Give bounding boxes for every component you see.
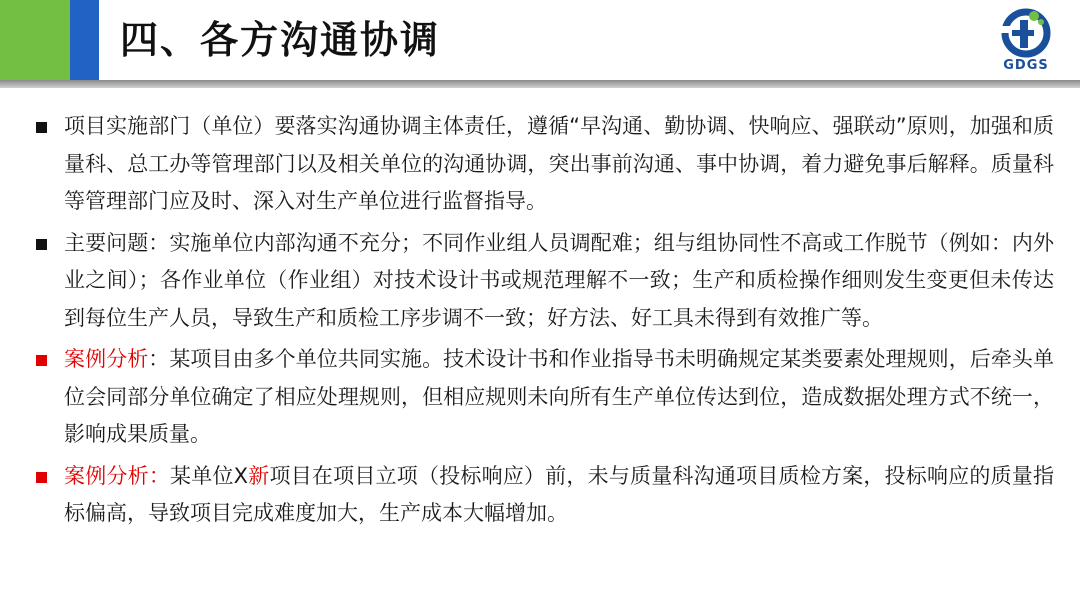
red-square-bullet-icon [36,355,47,366]
list-item [34,458,1054,533]
gdgs-logo [990,6,1062,76]
square-bullet-icon [36,122,47,133]
item-text-prefix: 某单位X [170,463,249,488]
red-square-bullet-icon [36,472,47,483]
item-text: 项目在项目立项（投标响应）前，未与质量科沟通项目质检方案，投标响应的质量指标偏高，导致项目完成难度加大，生产成本大幅增加。 [64,463,1055,525]
highlighted-char: 新 [248,463,270,488]
list-item [34,108,1054,221]
slide-title: 四、各方沟通协调 [120,18,441,62]
item-text: 项目实施部门（单位）要落实沟通协调主体责任，遵循“早沟通、勤协调、快响应、强联动”原则，加强和质量科、总工办等管理部门以及相关单位的沟通协调，突出事前沟通、事中协调，着力避免事后解释。质量科等管理部门应及时、深入对生产单位进行监督指导。 [64,114,1054,213]
item-text: ：某项目由多个单位共同实施。技术设计书和作业指导书未明确规定某类要素处理规则，后牵头单位会同部分单位确定了相应处理规则，但相应规则未向所有生产单位传达到位，造成数据处理方式不统一，影响成果质量。 [64,347,1055,446]
list-item [34,341,1054,454]
gdgs-logo-icon [990,6,1062,58]
header-blue-accent [70,0,99,80]
square-bullet-icon [36,239,47,250]
item-text: 主要问题：实施单位内部沟通不充分；不同作业组人员调配难；组与组协同性不高或工作脱节（例如：内外业之间）；各作业单位（作业组）对技术设计书或规范理解不一致；生产和质检操作细则发生变更但未传达到每位生产人员，导致生产和质检工序步调不一致；好方法、好工具未得到有效推广等。 [64,230,1054,330]
list-item [34,225,1054,338]
slide-header [0,0,1080,80]
case-analysis-label: 案例分析 [64,347,149,371]
case-analysis-label: 案例分析： [64,463,171,488]
logo-text: GDGS [1003,58,1049,73]
header-divider [0,80,1080,88]
header-green-accent [0,0,70,80]
bullet-list [34,108,1054,537]
